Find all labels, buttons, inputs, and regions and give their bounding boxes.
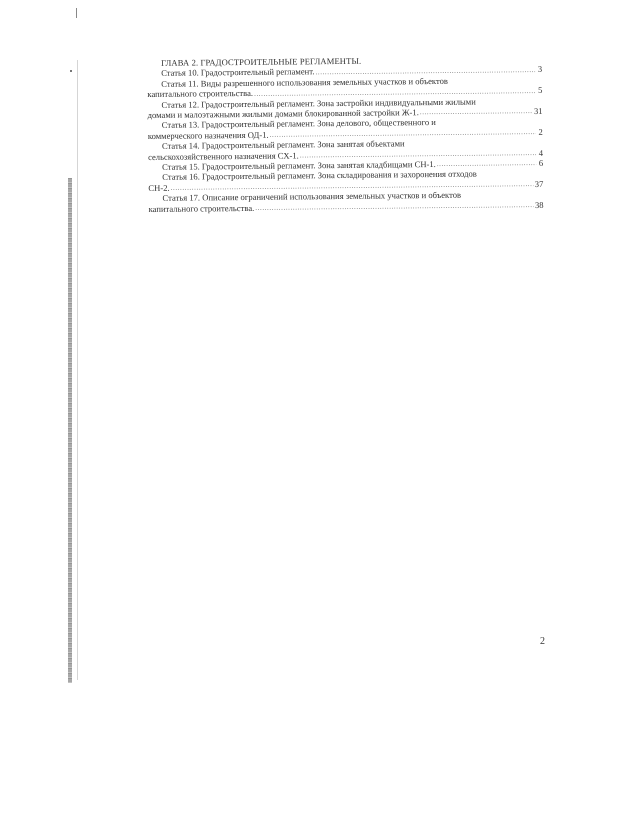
toc-page-ref: 3	[537, 64, 543, 75]
toc-entry-text: Статья 10. Градостроительный регламент.	[161, 66, 315, 79]
toc-entry-text: Статья 11. Виды разрешенного использования земельных участков и объектов	[161, 75, 449, 89]
chapter-title: ГЛАВА 2. ГРАДОСТРОИТЕЛЬНЫЕ РЕГЛАМЕНТЫ.	[160, 55, 362, 68]
toc-entry-text: Статья 17. Описание ограничений использования земельных участков и объектов	[162, 190, 462, 204]
scan-artifact-line	[77, 60, 78, 680]
toc-entry-text: домами и малоэтажными жилыми домами блокированной застройки Ж-1.	[147, 107, 419, 121]
toc-page-ref: 5	[538, 85, 543, 96]
toc-entry-text: Статья 15. Градостроительный регламент. Зона занятая кладбищами СН-1.	[162, 159, 436, 172]
toc-page-ref: 37	[534, 178, 544, 189]
toc-page-ref: 38	[534, 199, 544, 210]
toc-entry-text: коммерческого назначения ОД-1.	[147, 129, 269, 141]
toc-page-ref: 6	[538, 157, 544, 168]
toc-entry-text: капитального строительства.	[148, 202, 255, 214]
toc-entry-text: Статья 16. Градостроительный регламент. Зона складирования и захоронения отходов	[162, 169, 477, 183]
toc-page-ref: 4	[538, 147, 544, 158]
toc-entry-text: Статья 14. Градостроительный регламент. Зона занятая объектами	[161, 138, 405, 152]
scan-artifact-dot	[70, 70, 72, 72]
toc-dot-leader	[255, 201, 534, 213]
scan-artifact-tick	[76, 8, 77, 18]
table-of-contents	[147, 54, 544, 214]
toc-entry-text: Статья 13. Градостроительный регламент. Зона делового, общественного и	[161, 117, 436, 131]
toc-entry-text: капитального строительства.	[147, 88, 254, 100]
toc-entry-text: сельскохозяйственного назначения СХ-1.	[147, 150, 299, 162]
toc-page-ref: 31	[533, 105, 543, 116]
toc-entry-text: СН-2.	[148, 182, 170, 193]
toc-page-ref: 2	[538, 126, 543, 137]
toc-entry	[148, 189, 543, 214]
toc-entry-text: Статья 12. Градостроительный регламент. Зона застройки индивидуальными жилыми	[161, 96, 476, 110]
page-number: 2	[540, 636, 545, 647]
toc-entries	[147, 64, 544, 214]
scan-artifact-edge	[68, 178, 72, 683]
